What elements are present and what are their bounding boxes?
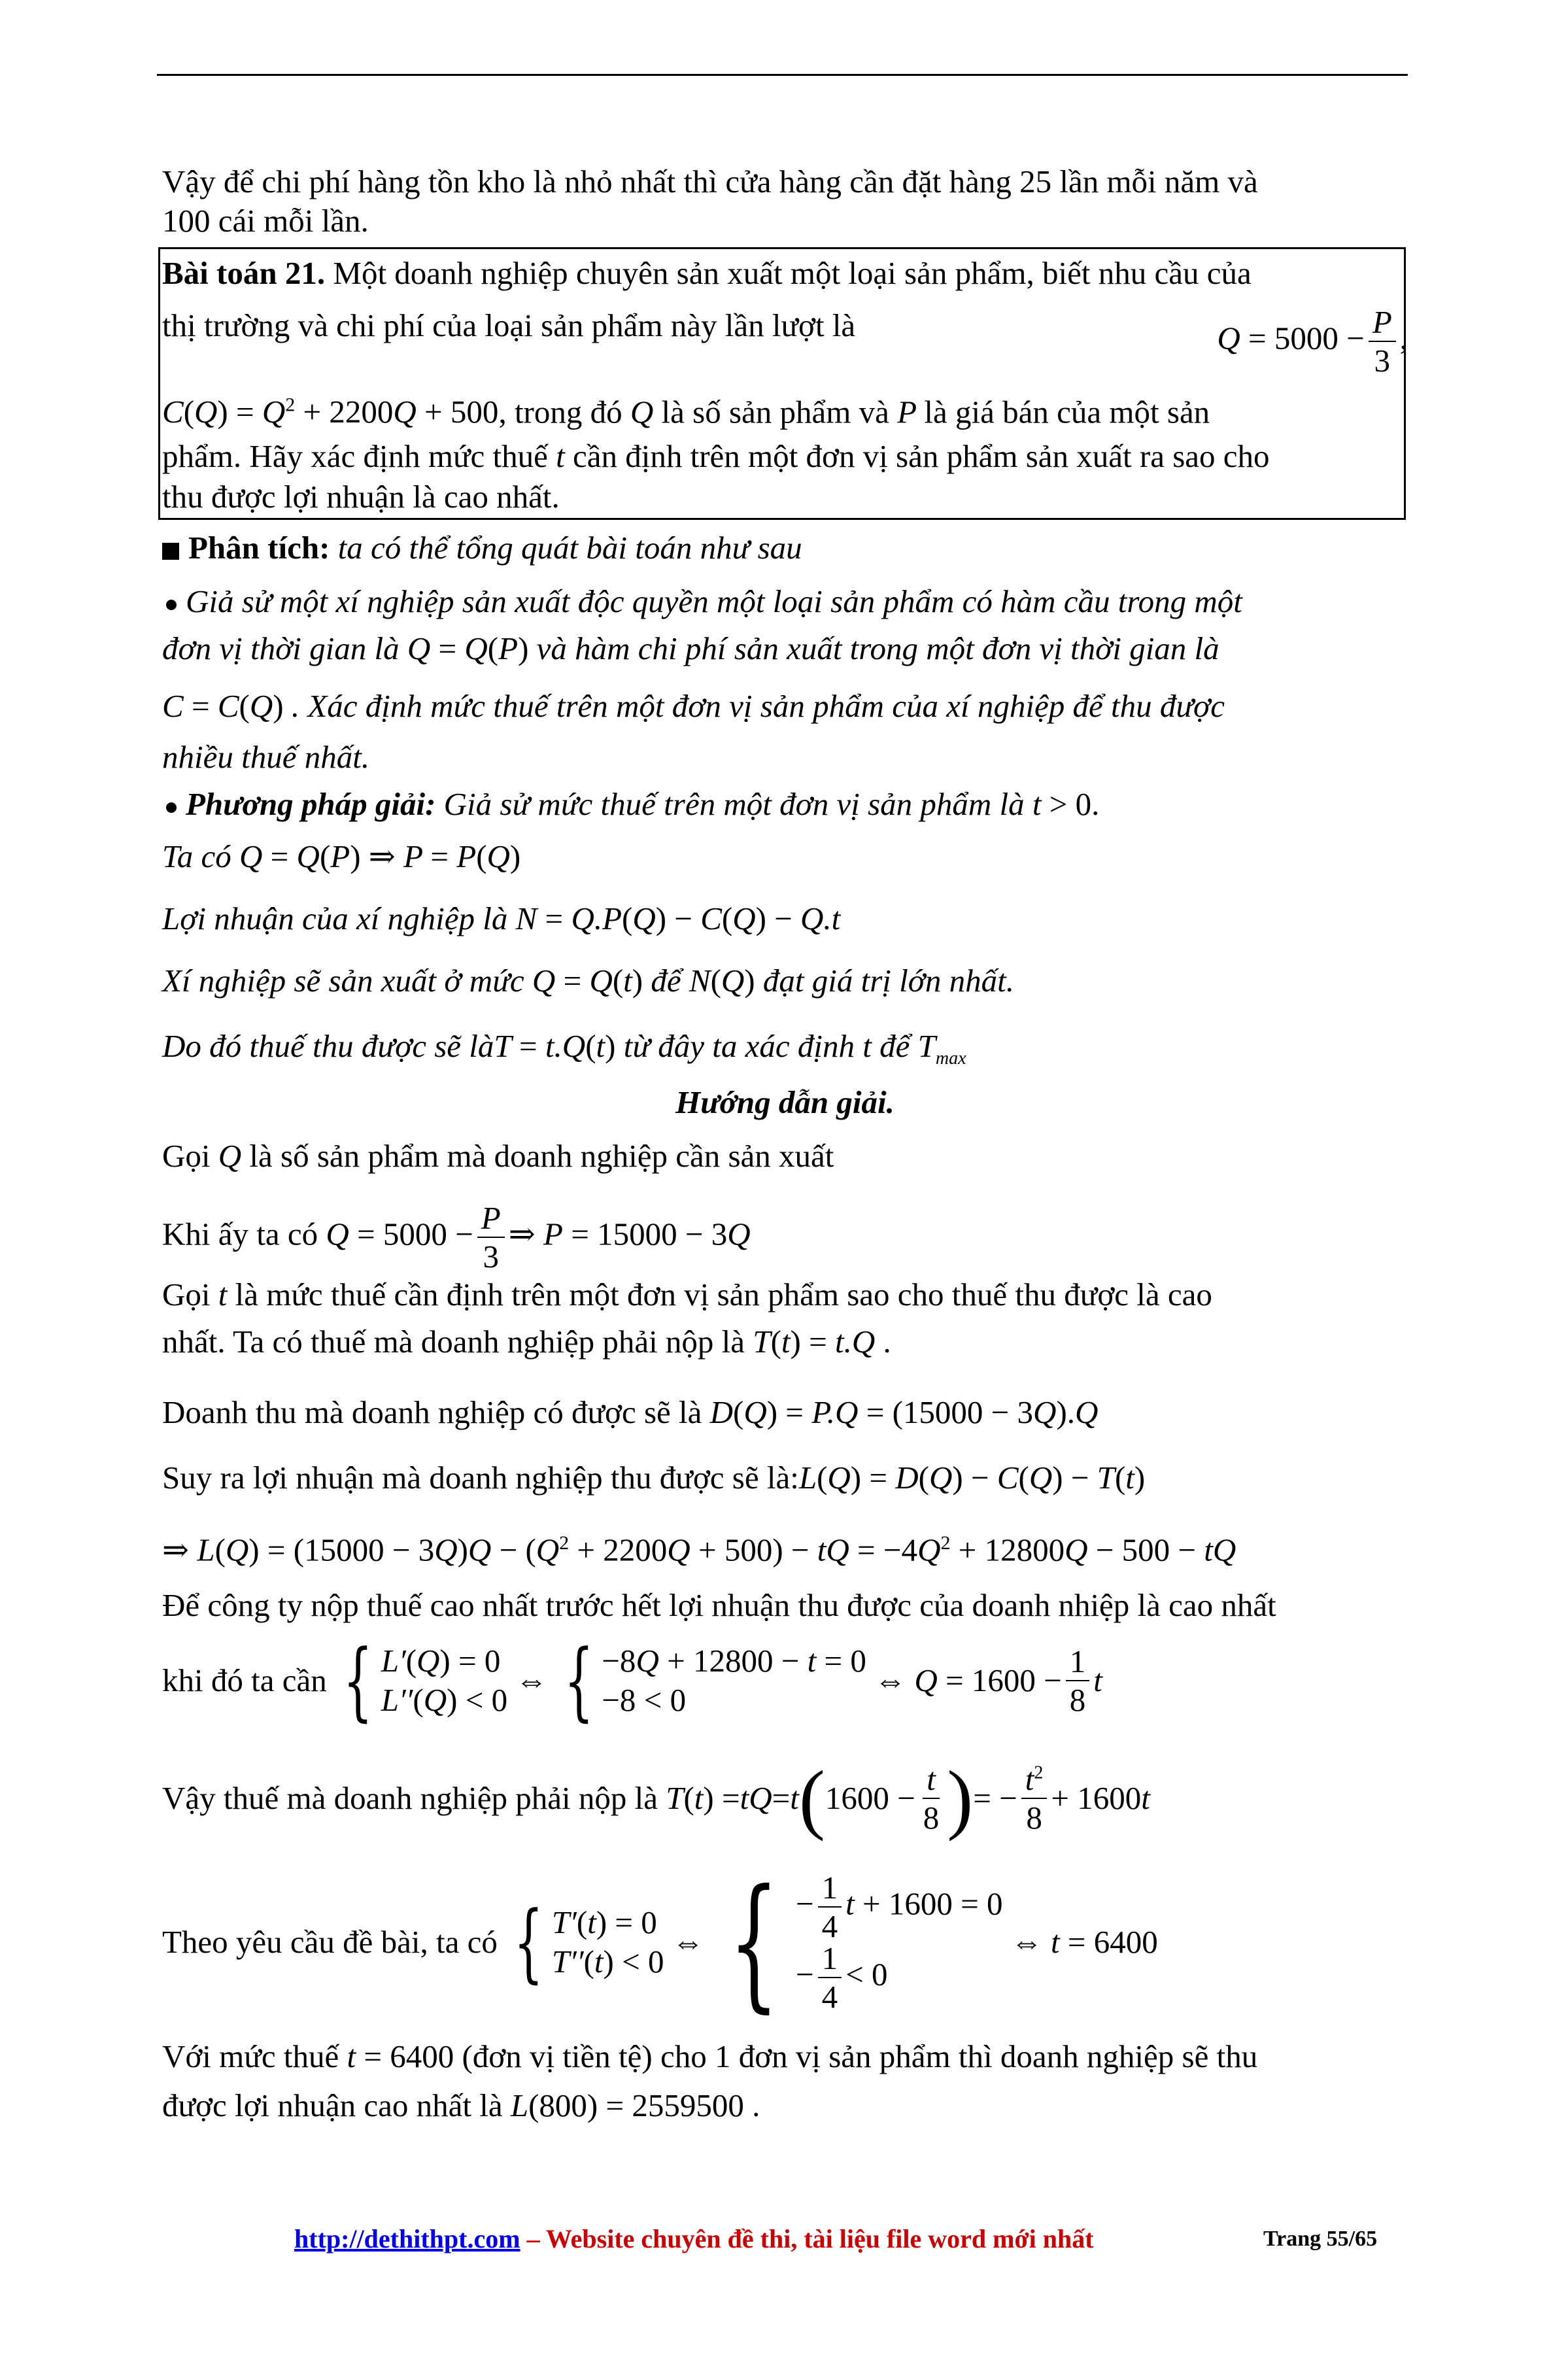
solution-line: Theo yêu cầu đề bài, ta có { T′(t) = 0 T′′(t) < 0 ⇔ { − $\frac{1}{4}$ t + 1600 = 0 − $\frac{1}{4}$ < 0 ⇔ t = 6400 [162,1859,1158,2026]
solution-line: Doanh thu mà doanh nghiệp có được sẽ là D(Q) = P.Q = (15000 − 3Q).Q [162,1394,1099,1430]
problem-line: thu được lợi nhuận là cao nhất. [162,479,560,515]
footer-link[interactable]: http://dethithpt.com [294,2224,520,2253]
dot-bullet-icon [166,600,177,610]
analysis-line: nhiều thuế nhất. [162,739,370,775]
solution-line: Gọi t là mức thuế cần định trên một đơn vị sản phẩm sao cho thuế thu được là cao [162,1276,1212,1312]
analysis-line: C = C(Q) . Xác định mức thuế trên một đơn vị sản phẩm của xí nghiệp để thu được [162,688,1225,724]
guide-title: Hướng dẫn giải. [675,1084,895,1120]
method-line: Lợi nhuận của xí nghiệp là N = Q.P(Q) − C(Q) − Q.t [162,900,841,936]
problem-label: Bài toán 21. [162,255,326,291]
method-line: Ta có Q = Q(P) ⇒ P = P(Q) [162,838,521,874]
solution-line: Với mức thuế t = 6400 (đơn vị tiền tệ) cho 1 đơn vị sản phẩm thì doanh nghiệp sẽ thu [162,2038,1258,2074]
solution-line: Gọi Q là số sản phẩm mà doanh nghiệp cần sản xuất [162,1138,834,1174]
solution-line: Để công ty nộp thuế cao nhất trước hết lợi nhuận thu được của doanh nhiệp là cao nhất [162,1587,1276,1623]
solution-line: khi đó ta cần { L′(Q) = 0 L′′(Q) < 0 ⇔ { −8Q + 12800 − t = 0 −8 < 0 ⇔ Q = 1600 − $\frac{1}{8}$ t [162,1631,1102,1730]
math-demand: Q = 5000 − $\frac{P}{3}$ , [1217,304,1408,379]
problem-line: $C(Q) = Q^2 + 2200Q + 500$, trong đó Q là số sản phẩm và P là giá bán của một sản [162,394,1210,430]
square-bullet-icon [162,543,179,560]
solution-line: Vậy thuế mà doanh nghiệp phải nộp là T ( t ) = tQ = t ( 1600 − $\frac{t}{8}$ ) = − $\frac{t^2}{8}$ + 1600 t [162,1755,1150,1842]
analysis-line: Phân tích: ta có thể tổng quát bài toán như sau [162,528,1408,568]
text-line: 100 cái mỗi lần. [162,203,369,239]
problem-line: phẩm. Hãy xác định mức thuế t cần định trên một đơn vị sản phẩm sản xuất ra sao cho [162,438,1270,474]
solution-line: Suy ra lợi nhuận mà doanh nghiệp thu được sẽ là:L(Q) = D(Q) − C(Q) − T(t) [162,1460,1146,1496]
solution-line: Khi ấy ta có Q = 5000 − $\frac{P}{3}$ ⇒ P = 15000 − 3Q [162,1200,751,1275]
header-rule [157,74,1408,76]
dot-bullet-icon [166,802,177,813]
analysis-line: đơn vị thời gian là Q = Q(P) và hàm chi phí sản xuất trong một đơn vị thời gian là [162,630,1219,666]
method-line: Do đó thuế thu được sẽ làT = t.Q(t) từ đây ta xác định t để $T_{max}$ [162,1028,966,1069]
footer-text: – Website chuyên đề thi, tài liệu file word mới nhất [520,2224,1094,2253]
solution-line: ⇒ $L(Q) = (15000 - 3Q)Q - (Q^2 + 2200Q + 500)$ − tQ = $-4Q^2 + 12800Q - 500$ − tQ [162,1532,1236,1568]
problem-line: Bài toán 21. Một doanh nghiệp chuyên sản xuất một loại sản phẩm, biết nhu cầu của [162,255,1252,291]
math-cost: $C(Q) = Q^2 + 2200Q + 500$ [162,394,499,430]
solution-line: được lợi nhuận cao nhất là L(800) = 2559500 . [162,2087,760,2123]
method-line: Phương pháp giải: Giả sử mức thuế trên một đơn vị sản phẩm là t > 0. [162,785,1408,824]
analysis-line: Giả sử một xí nghiệp sản xuất độc quyền một loại sản phẩm có hàm cầu trong một [162,582,1408,621]
text-line: Vậy để chi phí hàng tồn kho là nhỏ nhất thì cửa hàng cần đặt hàng 25 lần mỗi năm và [162,163,1258,199]
footer [294,2223,1094,2254]
solution-line: nhất. Ta có thuế mà doanh nghiệp phải nộp là T(t) = t.Q . [162,1324,891,1360]
page-number: Trang 55/65 [1263,2227,1378,2251]
problem-line: thị trường và chi phí của loại sản phẩm này lần lượt là Q = 5000 − $\frac{P}{3}$ , [162,304,1408,379]
method-line: Xí nghiệp sẽ sản xuất ở mức Q = Q(t) để N(Q) đạt giá trị lớn nhất. [162,963,1015,999]
